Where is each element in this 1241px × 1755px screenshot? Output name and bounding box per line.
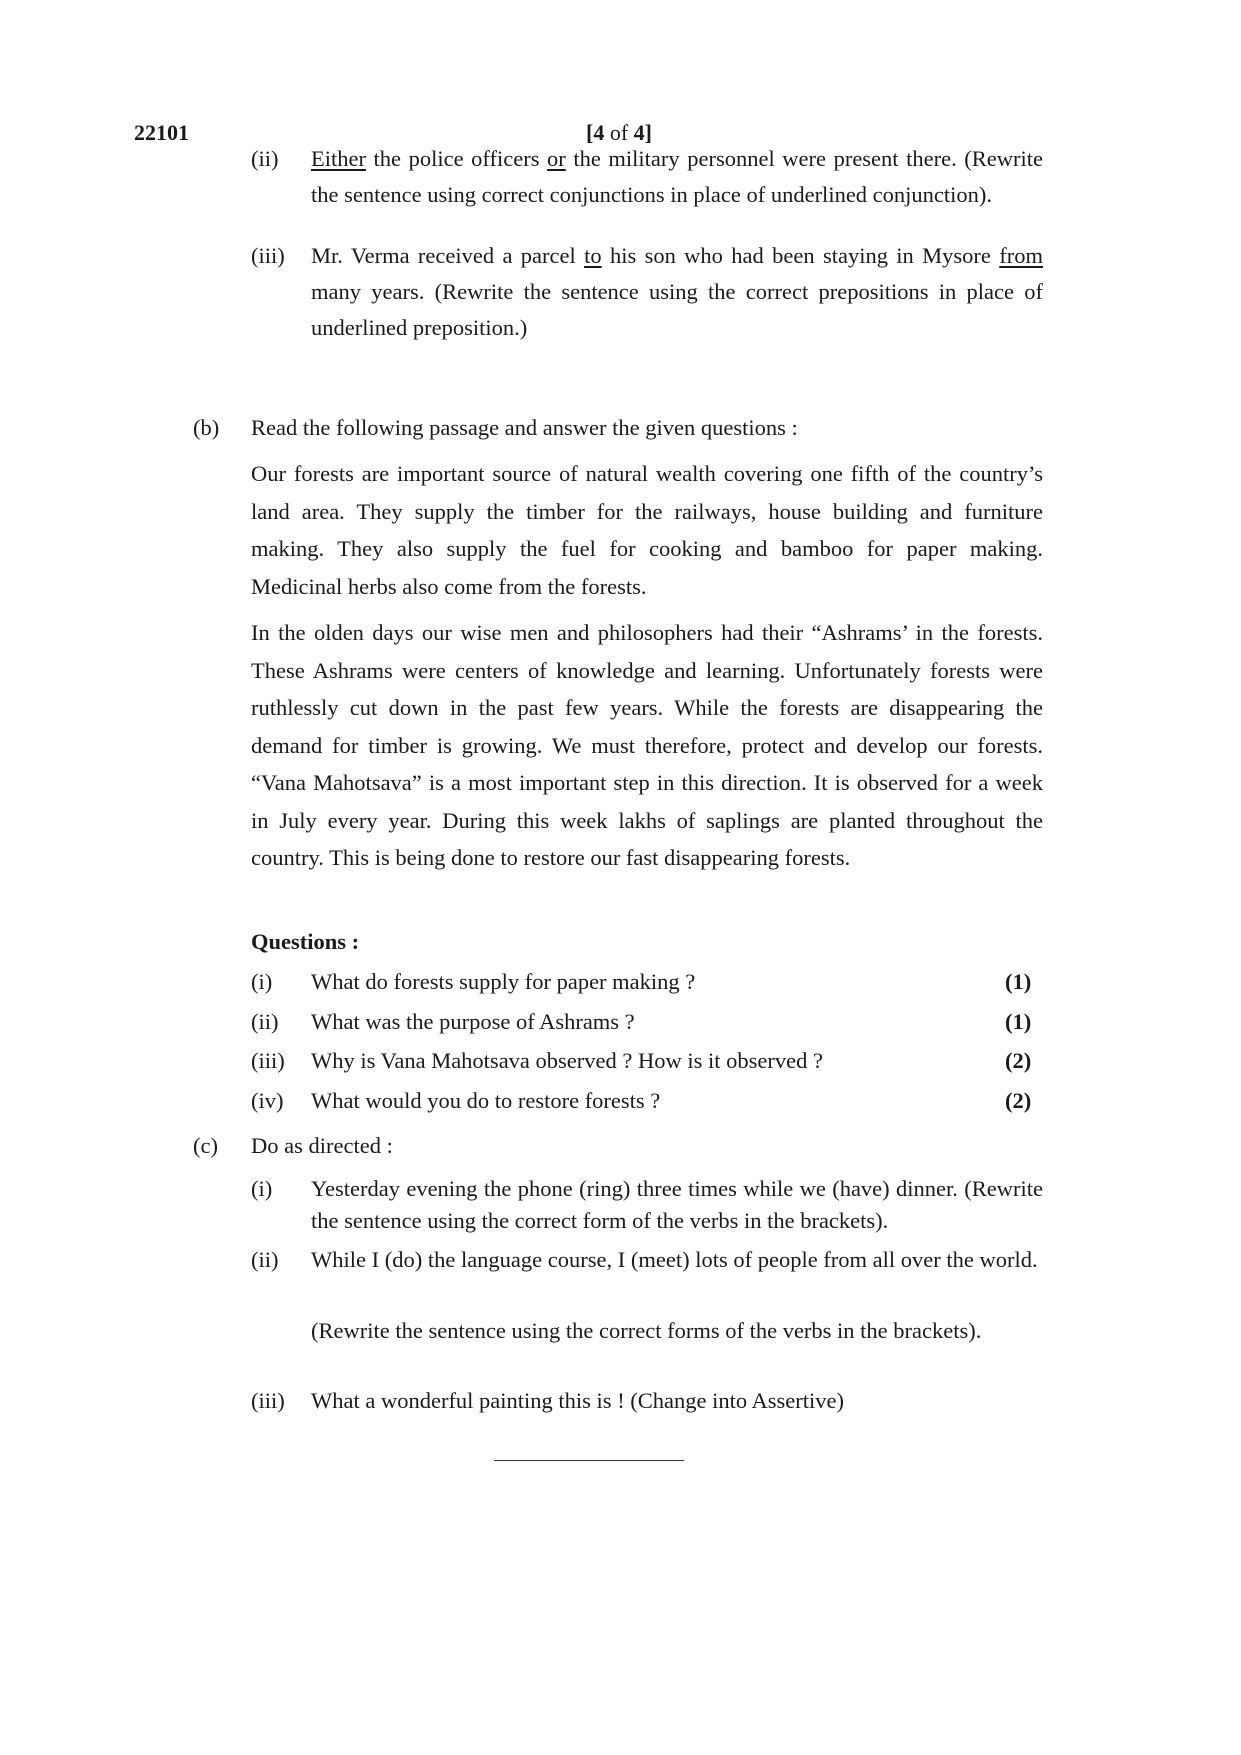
page-number: [4 of 4] — [586, 120, 652, 145]
question-text: Why is Vana Mahotsava observed ? How is it observed ? — [311, 1048, 823, 1073]
item-number: (i) — [251, 1176, 273, 1201]
questions-heading: Questions : — [251, 929, 360, 954]
item-number: (iii) — [251, 1048, 285, 1073]
marks: (1) — [1005, 1009, 1032, 1034]
question-text: What a wonderful painting this is ! (Change into Assertive) — [311, 1388, 845, 1413]
paper-code: 22101 — [134, 120, 189, 145]
section-label: (b) — [193, 415, 220, 440]
question-text: What do forests supply for paper making ? — [311, 969, 696, 994]
section-intro: Do as directed : — [251, 1133, 393, 1158]
item-number: (ii) — [251, 146, 279, 171]
question-text: While I (do) the language course, I (meet) lots of people from all over the world. — [311, 1247, 1038, 1272]
section-label: (c) — [193, 1133, 218, 1158]
item-number: (iv) — [251, 1088, 284, 1113]
item-number: (iii) — [251, 243, 285, 268]
question-text: Yesterday evening the phone (ring) three times while we (have) dinner. (Rewrite the sentence using the correct form of the verbs in the brackets). — [311, 1176, 1043, 1233]
item-number: (ii) — [251, 1247, 279, 1272]
item-number: (ii) — [251, 1009, 279, 1034]
question-text: What was the purpose of Ashrams ? — [311, 1009, 635, 1034]
question-text: Either the police officers or the military personnel were present there. (Rewrite the sentence using correct conjunctions in place of underlined conjunction). — [311, 146, 1043, 207]
question-text: Mr. Verma received a parcel to his son who had been staying in Mysore from many years. (Rewrite the sentence using the correct prepositions in place of underlined preposition.) — [311, 243, 1043, 340]
question-text: What would you do to restore forests ? — [311, 1088, 661, 1113]
section-intro: Read the following passage and answer the given questions : — [251, 415, 798, 440]
passage-paragraph: In the olden days our wise men and philosophers had their “Ashrams’ in the forests. These Ashrams were centers of knowledge and learning. Unfortunately forests were ruthlessly cut down in the past few years. While the forests are disappearing the demand for timber is growing. We must therefore, protect and develop our forests. “Vana Mahotsava” is a most important step in this direction. It is observed for a week in July every year. During this week lakhs of saplings are planted throughout the country. This is being done to restore our fast disappearing forests. — [251, 620, 1043, 870]
question-instruction: (Rewrite the sentence using the correct forms of the verbs in the brackets). — [311, 1318, 982, 1343]
passage-paragraph: Our forests are important source of natural wealth covering one fifth of the country’s land area. They supply the timber for the railways, house building and furniture making. They also supply the fuel for cooking and bamboo for paper making. Medicinal herbs also come from the forests. — [251, 461, 1043, 599]
marks: (2) — [1005, 1088, 1032, 1113]
marks: (1) — [1005, 969, 1032, 994]
end-divider — [494, 1460, 684, 1461]
item-number: (iii) — [251, 1388, 285, 1413]
marks: (2) — [1005, 1048, 1032, 1073]
item-number: (i) — [251, 969, 273, 994]
